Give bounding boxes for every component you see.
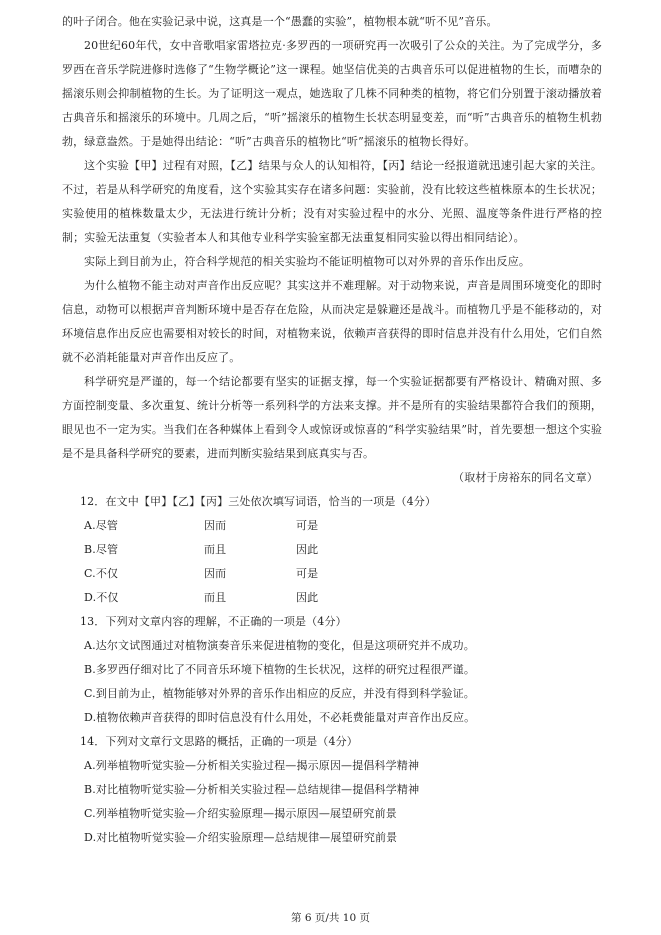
option-cell: 而且 <box>204 543 227 556</box>
answer-option <box>84 562 602 586</box>
answer-option: A.列举植物听觉实验—分析相关实验过程—揭示原因—提倡科学精神 <box>84 759 420 772</box>
passage-paragraph: 实际上到目前为止，符合科学规范的相关实验均不能证明植物可以对外界的音乐作出反应。 <box>84 255 530 268</box>
answer-option: D.植物依赖声音获得的即时信息没有什么用处，不必耗费能量对声音作出反应。 <box>84 711 476 724</box>
passage-paragraph: 科学研究是严谨的，每一个结论都要有坚实的证据支撑，每一个实验证据都要有严格设计、精确对照、多方面控制变量、多次重复、统计分析等一系列科学的方法来支撑。并不是所有的实验结果都符合我们的预期，眼见也不一定为实。当我们在各种媒体上看到令人或惊讶或惊喜的“科学实验结果”时，首先要想一想这个实验是不是具备科学研究的要素，进而判断实验结果到底真实与否。 <box>62 375 602 460</box>
answer-options <box>62 514 602 610</box>
question-stem: 12．在文中【甲】【乙】【丙】三处依次填写词语，恰当的一项是（4分） <box>80 495 437 508</box>
answer-option: C.到目前为止，植物能够对外界的音乐作出相应的反应，并没有得到科学验证。 <box>84 687 475 700</box>
answer-option <box>84 514 602 538</box>
question-stem: 14．下列对文章行文思路的概括，正确的一项是（4分） <box>80 735 358 748</box>
answer-option: D.对比植物听觉实验—介绍实验原理—总结规律—展望研究前景 <box>84 831 398 844</box>
option-cell: 而且 <box>204 591 227 604</box>
option-cell: 可是 <box>296 519 319 532</box>
passage-source: （取材于房裕东的同名文章） <box>453 471 598 484</box>
reading-passage <box>62 10 602 466</box>
answer-option: C.列举植物听觉实验—介绍实验原理—揭示原因—展望研究前景 <box>84 807 397 820</box>
answer-option: A.达尔文试图通过对植物演奏音乐来促进植物的变化，但是这项研究并不成功。 <box>84 639 475 652</box>
passage-paragraph: 这个实验【甲】过程有对照，【乙】结果与众人的认知相符，【丙】结论一经报道就迅速引起大家的关注。不过，若是从科学研究的角度看，这个实验其实存在诸多问题：实验前，没有比较这些植株原本的生长状况；实验使用的植株数量太少，无法进行统计分析；没有对实验过程中的水分、光照、温度等条件进行严格的控制；实验无法重复（实验者本人和其他专业科学实验室都无法重复相同实验以得出相同结论）。 <box>62 159 602 244</box>
answer-option: B.多罗西仔细对比了不同音乐环境下植物的生长状况，这样的研究过程很严谨。 <box>84 663 475 676</box>
passage-paragraph: 为什么植物不能主动对声音作出反应呢？其实这并不难理解。对于动物来说，声音是周围环境变化的即时信息，动物可以根据声音判断环境中是否存在危险，从而决定是躲避还是战斗。而植物几乎是不能移动的，对环境信息作出反应也需要相对较长的时间，对植物来说，依赖声音获得的即时信息并没有什么用处，它们自然就不必消耗能量对声音作出反应了。 <box>62 279 602 364</box>
option-cell: D.不仅 <box>84 591 119 604</box>
answer-options <box>62 634 602 730</box>
answer-option: B.对比植物听觉实验—分析相关实验过程—总结规律—提倡科学精神 <box>84 783 420 796</box>
option-cell: B.尽管 <box>84 543 119 556</box>
option-cell: C.不仅 <box>84 567 119 580</box>
option-cell: A.尽管 <box>84 519 119 532</box>
page-content <box>62 10 602 850</box>
question-list <box>62 490 602 850</box>
option-cell: 因而 <box>204 567 227 580</box>
answer-option <box>84 586 602 610</box>
passage-paragraph: 20世纪60年代，女中音歌唱家雷塔拉克·多罗西的一项研究再一次吸引了公众的关注。为了完成学分，多罗西在音乐学院进修时选修了“生物学概论”这一课程。她坚信优美的古典音乐可以促进植物的生长，而嘈杂的摇滚乐则会抑制植物的生长。为了证明这一观点，她选取了几株不同种类的植物，将它们分别置于滚动播放着古典音乐和摇滚乐的环境中。几周之后，“听”摇滚乐的植物生长状态明显变差，而“听”古典音乐的植物生机勃勃，绿意盎然。于是她得出结论：“听”古典音乐的植物比“听”摇滚乐的植物长得好。 <box>62 39 602 148</box>
option-cell: 可是 <box>296 567 319 580</box>
question-stem: 13．下列对文章内容的理解，不正确的一项是（4分） <box>80 615 347 628</box>
option-cell: 因此 <box>296 543 319 556</box>
answer-options <box>62 754 602 850</box>
passage-paragraph: 的叶子闭合。他在实验记录中说，这真是一个“愚蠢的实验”，植物根本就“听不见”音乐。 <box>62 15 498 28</box>
option-cell: 因而 <box>204 519 227 532</box>
option-cell: 因此 <box>296 591 319 604</box>
page-number: 第 6 页/共 10 页 <box>291 912 370 924</box>
answer-option <box>84 538 602 562</box>
